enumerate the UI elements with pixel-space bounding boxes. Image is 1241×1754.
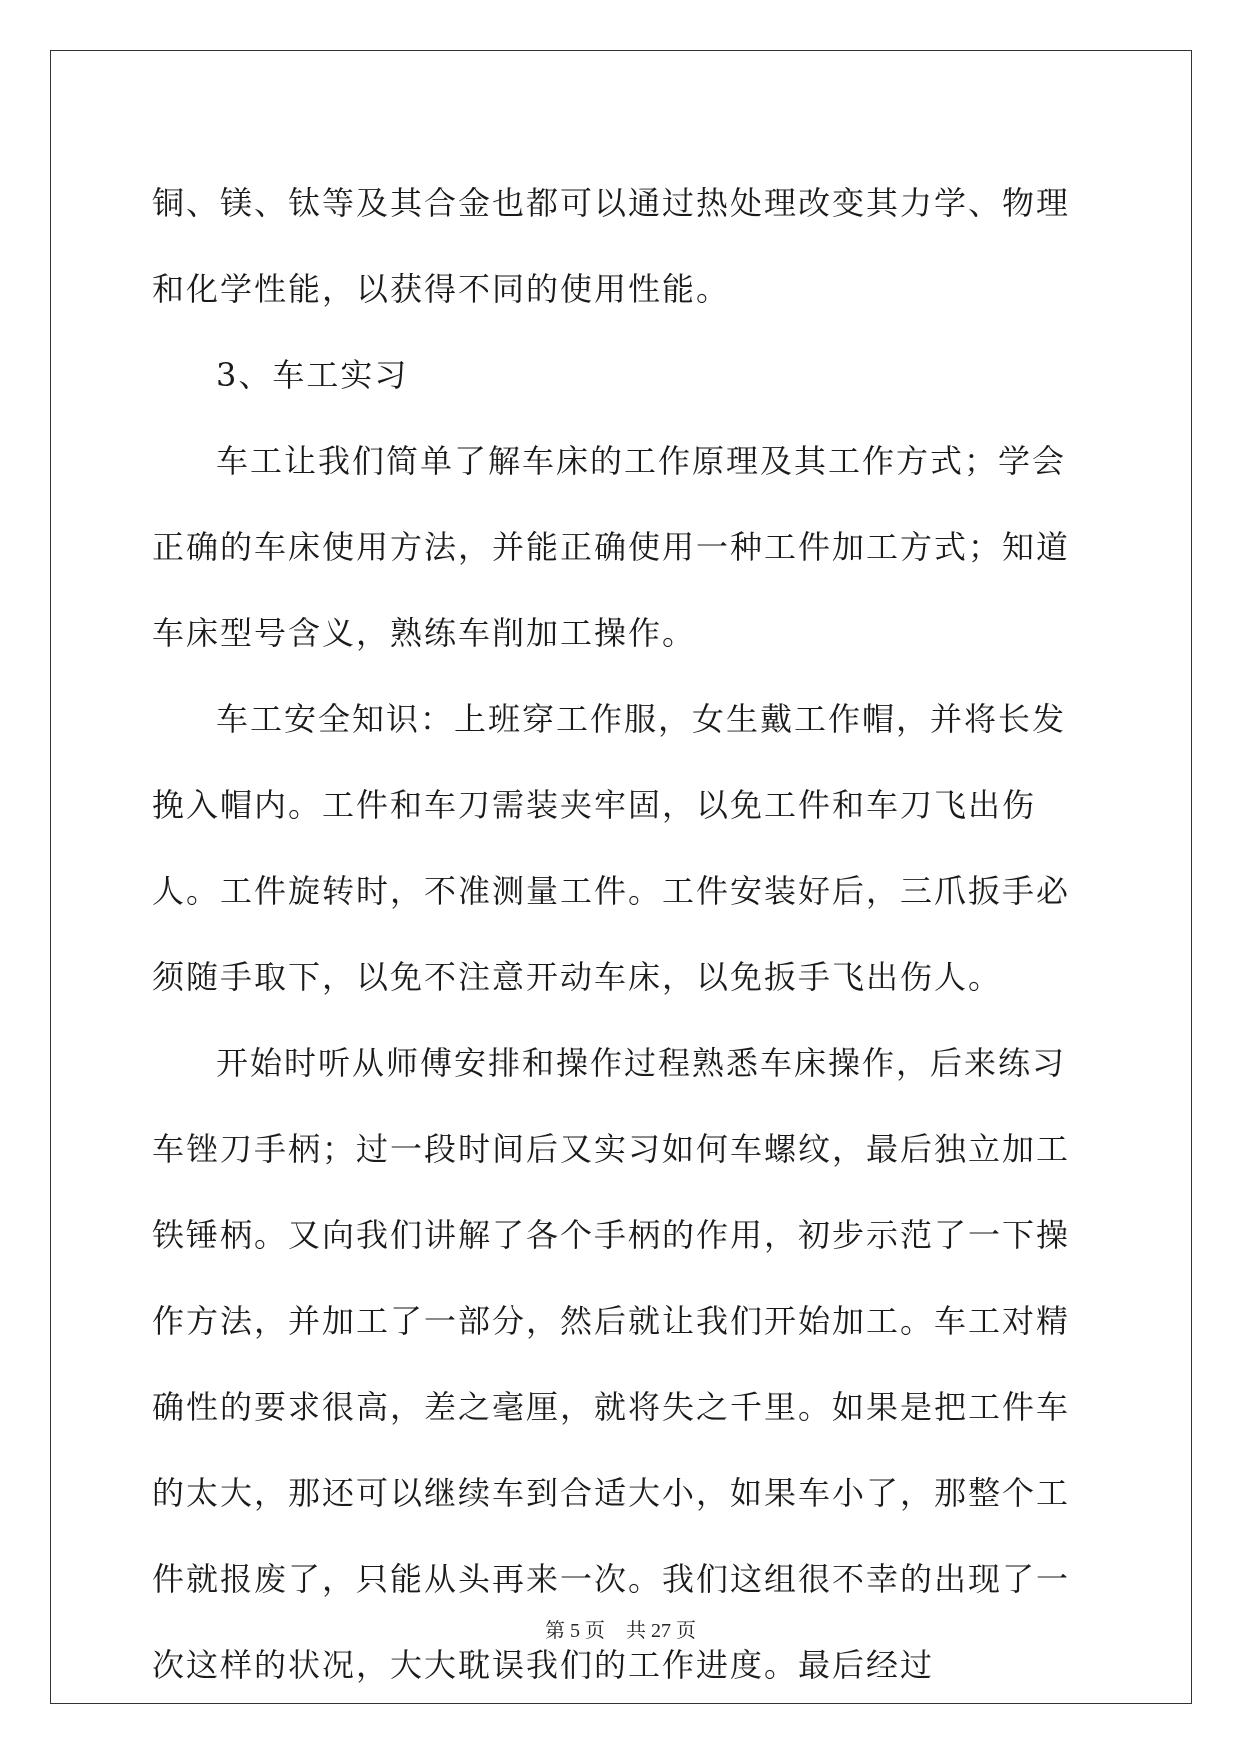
- document-body: [152, 160, 1092, 1708]
- section-heading-lathe-practice: 3、车工实习: [216, 356, 409, 394]
- paragraph-alloy-heat-treatment: 铜、镁、钛等及其合金也都可以通过热处理改变其力学、物理和化学性能，以获得不同的使用性能。: [152, 184, 1071, 308]
- paragraph-lathe-process: 开始时听从师傅安排和操作过程熟悉车床操作，后来练习车锉刀手柄；过一段时间后又实习如何车螺纹，最后独立加工铁锤柄。又向我们讲解了各个手柄的作用，初步示范了一下操作方法，并加工了一部分，然后就让我们开始加工。车工对精确性的要求很高，差之毫厘，就将失之千里。如果是把工件车的太大，那还可以继续车到合适大小，如果车小了，那整个工件就报废了，只能从头再来一次。我们这组很不幸的出现了一次这样的状况，大大耽误我们的工作进度。最后经过: [152, 1044, 1071, 1684]
- page-footer: [0, 1614, 1241, 1643]
- page-number: 第 5 页: [545, 1620, 605, 1642]
- paragraph-lathe-safety: 车工安全知识：上班穿工作服，女生戴工作帽，并将长发挽入帽内。工件和车刀需装夹牢固，以免工件和车刀飞出伤人。工件旋转时，不准测量工件。工件安装好后，三爪扳手必须随手取下，以免不注意开动车床，以免扳手飞出伤人。: [152, 700, 1071, 996]
- page-total: 共 27 页: [626, 1620, 696, 1642]
- paragraph-lathe-intro: 车工让我们简单了解车床的工作原理及其工作方式；学会正确的车床使用方法，并能正确使用一种工件加工方式；知道车床型号含义，熟练车削加工操作。: [152, 442, 1071, 652]
